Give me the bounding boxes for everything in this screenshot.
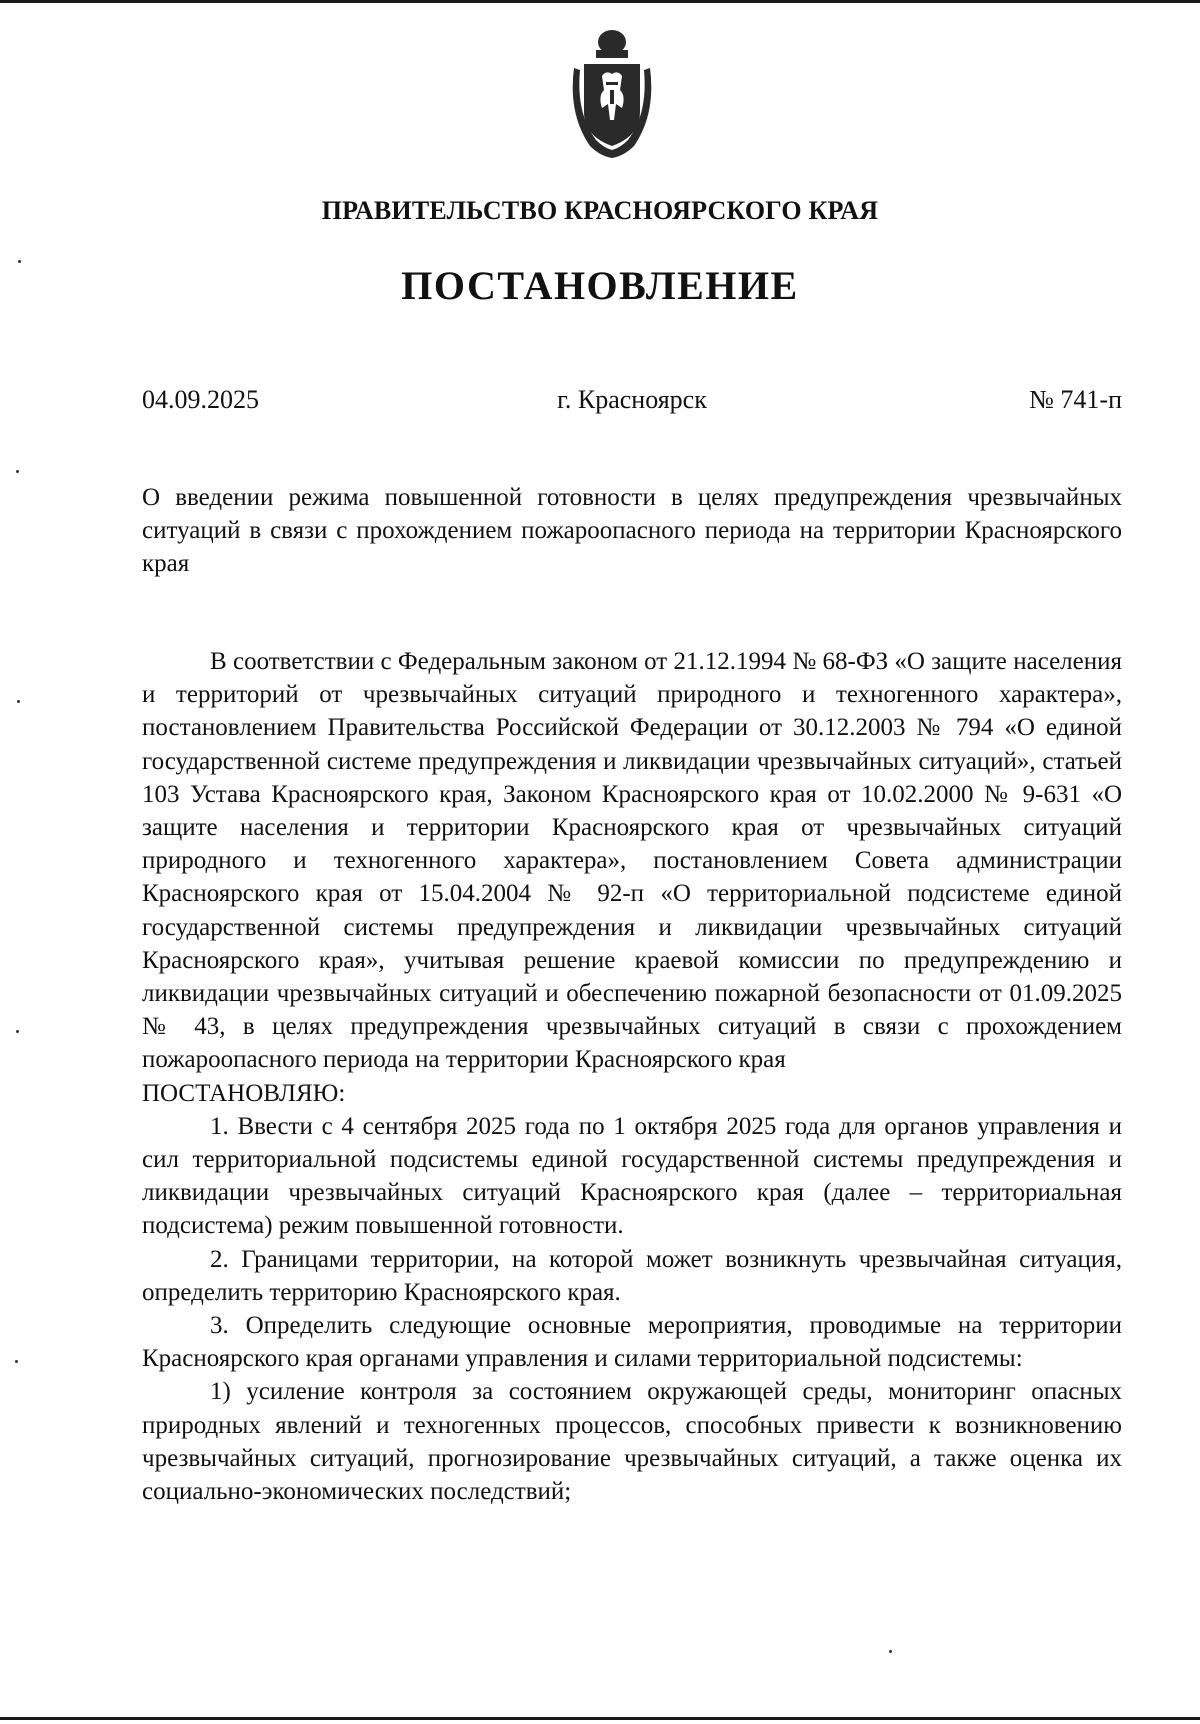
document-title: О введении режима повышенной готовности в целях предупреждения чрезвычайных ситуаций в связи с прохождением пожароопасного периода на территории Красноярского края <box>142 484 1122 577</box>
subitem-paragraph: 1) усиление контроля за состоянием окружающей среды, мониторинг опасных природных явлений и техногенных процессов, способных привести к возникновению чрезвычайных ситуаций, прогнозирование чрезвычайных ситуаций, а также оценка их социально-экономических последствий; <box>142 1378 1122 1506</box>
page-bottom-edge <box>0 1717 1200 1720</box>
scan-speck <box>16 1030 19 1033</box>
document-type-heading: ПОСТАНОВЛЕНИЕ <box>401 263 799 308</box>
document-number: № 741-п <box>1029 385 1122 414</box>
scan-speck <box>889 1650 892 1653</box>
document-date: 04.09.2025 <box>142 385 259 414</box>
page-top-edge <box>0 0 1200 3</box>
coat-of-arms-emblem <box>570 24 654 164</box>
document-body <box>142 645 1122 1508</box>
document-city: г. Красноярск <box>557 385 707 414</box>
preamble-paragraph: В соответствии с Федеральным законом от 21.12.1994 № 68-ФЗ «О защите населения и территорий от чрезвычайных ситуаций природного и техногенного характера», постановлением Правительства Российской Федерации от 30.12.2003 № 794 «О единой государственной системе предупреждения и ликвидации чрезвычайных ситуаций», статьей 103 Устава Красноярского края, Законом Красноярского края от 10.02.2000 № 9-631 «О защите населения и территории Красноярского края от чрезвычайных ситуаций природного и техногенного характера», постановлением Совета администрации Красноярского края от 15.04.2004 № 92-п «О территориальной подсистеме единой государственной системы предупреждения и ликвидации чрезвычайных ситуаций Красноярского края», учитывая решение краевой комиссии по предупреждению и ликвидации чрезвычайных ситуаций и обеспечению пожарной безопасности от 01.09.2025 № 43, в целях предупреждения чрезвычайных ситуаций в связи с прохождением пожароопасного периода на территории Красноярского края <box>142 648 1122 1074</box>
organization-name: ПРАВИТЕЛЬСТВО КРАСНОЯРСКОГО КРАЯ <box>321 196 879 225</box>
scan-speck <box>18 260 21 263</box>
item-paragraph: 3. Определить следующие основные мероприятия, проводимые на территории Красноярского края органами управления и силами территориальной подсистемы: <box>142 1312 1122 1373</box>
scan-speck <box>17 700 20 703</box>
resolve-statement: ПОСТАНОВЛЯЮ: <box>142 1079 346 1107</box>
item-paragraph: 1. Ввести с 4 сентября 2025 года по 1 октября 2025 года для органов управления и сил территориальной подсистемы единой государственной системы предупреждения и ликвидации чрезвычайных ситуаций Красноярского края (далее – территориальная подсистема) режим повышенной готовности. <box>142 1112 1122 1240</box>
scan-speck <box>16 470 19 473</box>
scan-speck <box>15 1360 18 1363</box>
item-paragraph: 2. Границами территории, на которой может возникнуть чрезвычайная ситуация, определить территорию Красноярского края. <box>142 1245 1122 1306</box>
